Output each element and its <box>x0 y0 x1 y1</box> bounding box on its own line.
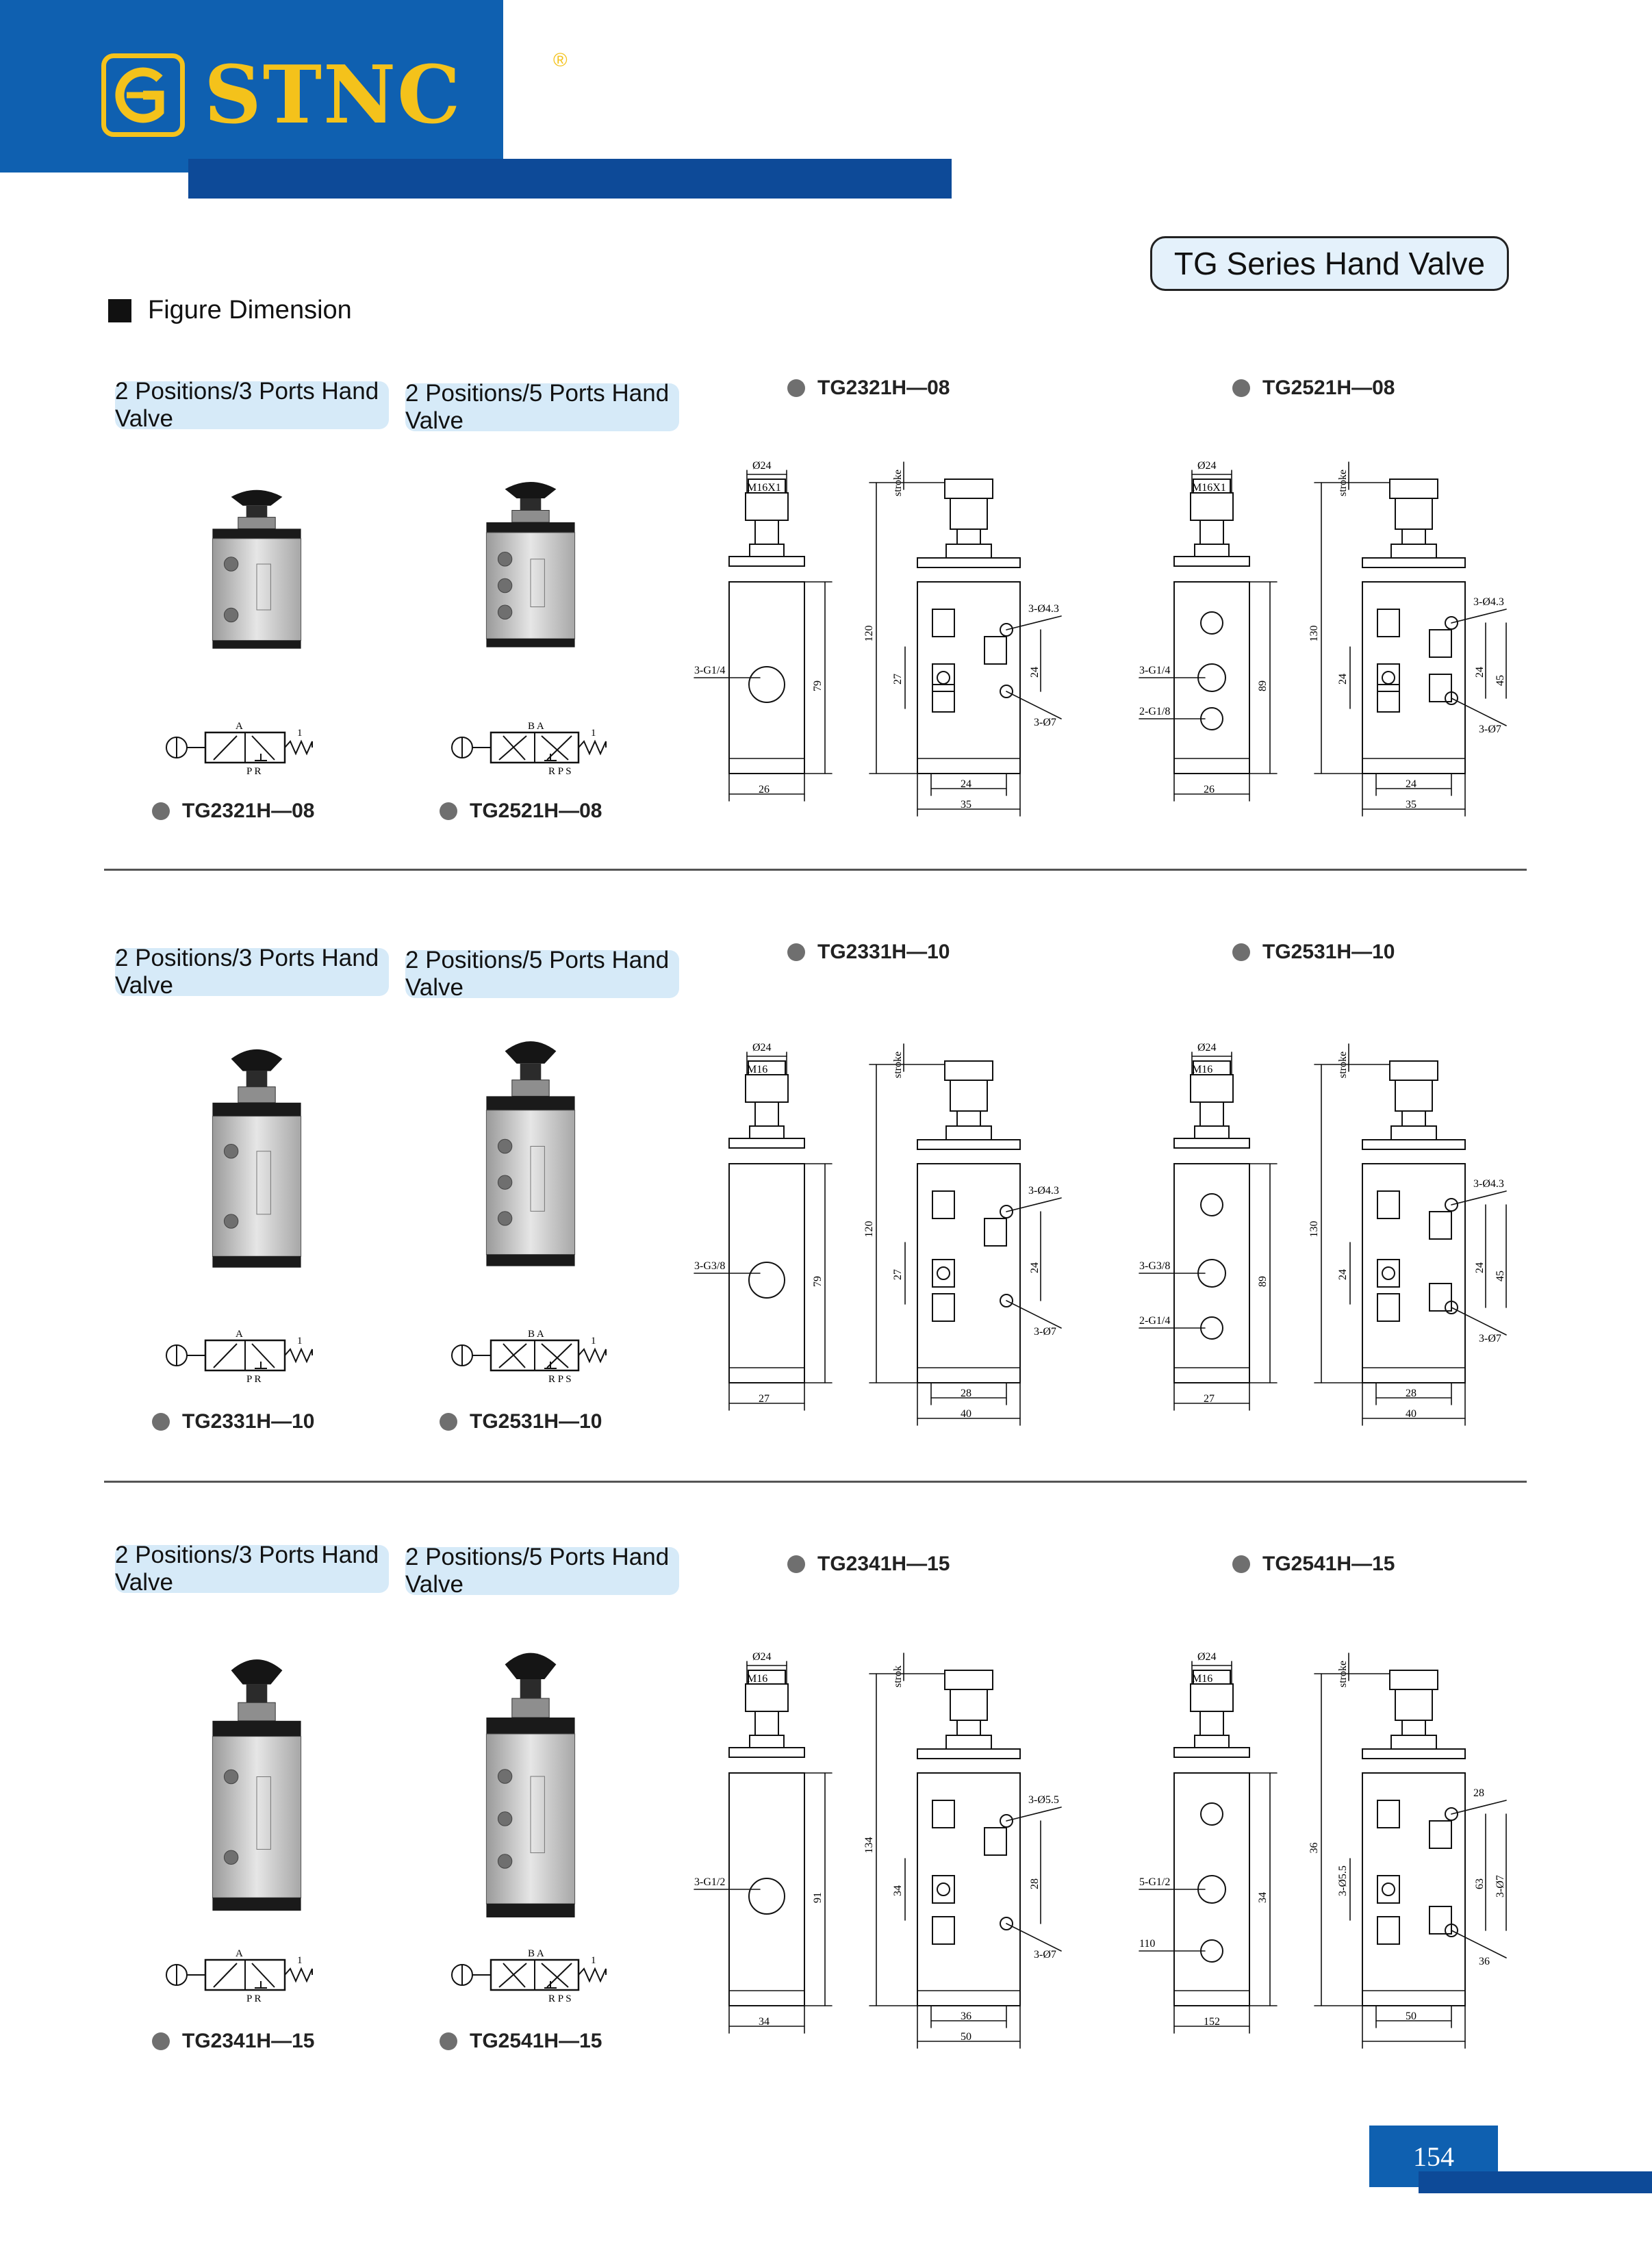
logo-mark-icon <box>101 53 185 137</box>
port-label: B A <box>528 1329 544 1340</box>
dimension-label: 34 <box>759 2016 770 2028</box>
drawing-title-text: TG2321H—08 <box>817 376 950 399</box>
port-label: 1 <box>591 728 596 739</box>
dimension-label: 36 <box>1308 1842 1320 1854</box>
port-label: A <box>236 721 243 732</box>
port-callout: 3-G3/8 <box>1139 1260 1171 1272</box>
dimension-label: 24 <box>1337 674 1349 685</box>
bullet-dot-icon <box>152 2032 170 2050</box>
port-label: 1 <box>297 1955 303 1966</box>
dimension-drawing-5port <box>1136 455 1561 825</box>
port-label: 1 <box>297 728 303 739</box>
port-label: B A <box>528 1948 544 1959</box>
model-caption-5port <box>440 2030 602 2053</box>
port-label: A <box>236 1329 243 1340</box>
drawing-title-3port <box>787 1553 950 1576</box>
pill-5port-hand-valve: 2 Positions/5 Ports Hand Valve <box>405 950 679 998</box>
port-callout: 3-G1/4 <box>694 665 726 676</box>
dimension-label: 26 <box>759 784 770 795</box>
port-callout: 110 <box>1139 1938 1156 1950</box>
product-photo-5port <box>472 1646 589 1920</box>
port-callout: 3-G3/8 <box>694 1260 726 1272</box>
pill-3port-hand-valve: 2 Positions/3 Ports Hand Valve <box>115 1545 389 1593</box>
dimension-label: 27 <box>759 1393 770 1405</box>
port-label: R P S <box>548 1993 572 2004</box>
dimension-stroke: stroke <box>892 469 904 496</box>
port-label: P R <box>246 1993 262 2004</box>
dimension-label: 28 <box>1406 1388 1416 1399</box>
port-label: 1 <box>591 1336 596 1347</box>
section-heading <box>108 296 352 325</box>
dimension-label: 120 <box>863 1221 875 1238</box>
bullet-dot-icon <box>440 2032 457 2050</box>
dimension-label: 89 <box>1257 1276 1269 1287</box>
bullet-dot-icon <box>440 802 457 820</box>
square-bullet-icon <box>108 299 131 322</box>
dimension-label: 3-Ø5.5 <box>1337 1865 1349 1896</box>
model-caption-5port <box>440 1410 602 1433</box>
brand-name: STNC <box>204 49 462 142</box>
hole-callout: 36 <box>1479 1956 1490 1967</box>
hole-callout: 3-Ø4.3 <box>1028 1185 1059 1197</box>
dimension-label: 3-Ø7 <box>1495 1875 1506 1898</box>
dimension-label: 50 <box>961 2031 971 2043</box>
model-caption-text: TG2321H—08 <box>182 800 315 822</box>
hole-callout: 3-Ø4.3 <box>1028 603 1059 615</box>
valve-symbol-5port <box>448 715 620 777</box>
row-divider <box>104 1481 1527 1483</box>
valve-symbol-5port <box>448 1943 620 2004</box>
dimension-label: 89 <box>1257 680 1269 691</box>
dimension-drawing-3port <box>691 1646 1116 2057</box>
dimension-diameter: Ø24 <box>1197 1042 1217 1054</box>
hole-callout: 3-Ø7 <box>1034 1949 1056 1961</box>
port-callout: 3-G1/2 <box>694 1876 726 1888</box>
dimension-label: 27 <box>1204 1393 1215 1405</box>
model-caption-text: TG2541H—15 <box>470 2030 602 2052</box>
pill-5port-hand-valve: 2 Positions/5 Ports Hand Valve <box>405 383 679 431</box>
registered-mark: ® <box>553 49 568 71</box>
drawing-title-text: TG2531H—10 <box>1262 941 1395 963</box>
drawing-title-5port <box>1232 941 1395 964</box>
pill-3port-hand-valve: 2 Positions/3 Ports Hand Valve <box>115 948 389 996</box>
port-label: B A <box>528 721 544 732</box>
dimension-diameter: Ø24 <box>1197 1651 1217 1663</box>
dimension-label: 36 <box>961 2011 971 2022</box>
dimension-label: 34 <box>892 1885 904 1896</box>
dimension-stroke: stroke <box>1337 469 1349 496</box>
hole-callout: 3-Ø7 <box>1034 1326 1056 1338</box>
dimension-label: 24 <box>1029 1262 1041 1273</box>
dimension-thread: M16 <box>1192 1064 1213 1075</box>
dimension-diameter: Ø24 <box>752 1651 772 1663</box>
model-caption-text: TG2331H—10 <box>182 1410 315 1433</box>
port-callout: 3-G1/4 <box>1139 665 1171 676</box>
pill-3port-hand-valve: 2 Positions/3 Ports Hand Valve <box>115 381 389 429</box>
port-callout: 5-G1/2 <box>1139 1876 1171 1888</box>
dimension-label: 91 <box>812 1892 824 1903</box>
model-caption-text: TG2531H—10 <box>470 1410 602 1433</box>
port-label: R P S <box>548 766 572 777</box>
dimension-thread: M16 <box>747 1673 768 1685</box>
header-accent-bar <box>188 159 952 199</box>
dimension-label: 24 <box>961 778 971 790</box>
dimension-drawing-5port <box>1136 1037 1561 1434</box>
series-title: TG Series Hand Valve <box>1150 236 1509 291</box>
row-divider <box>104 869 1527 871</box>
hole-callout: 3-Ø7 <box>1479 724 1501 735</box>
drawing-title-text: TG2341H—15 <box>817 1553 950 1575</box>
hole-callout: 3-Ø7 <box>1034 717 1056 728</box>
dimension-label: 24 <box>1337 1269 1349 1280</box>
drawing-title-5port <box>1232 1553 1395 1576</box>
dimension-label: 24 <box>1474 667 1486 678</box>
valve-symbol-3port <box>163 1323 320 1385</box>
bullet-dot-icon <box>152 802 170 820</box>
drawing-title-text: TG2521H—08 <box>1262 376 1395 399</box>
drawing-title-3port <box>787 941 950 964</box>
port-callout: 2-G1/4 <box>1139 1315 1171 1327</box>
dimension-label: 24 <box>1406 778 1416 790</box>
section-title: Figure Dimension <box>148 296 352 324</box>
dimension-label: 26 <box>1204 784 1215 795</box>
dimension-thread: M16X1 <box>747 482 781 494</box>
dimension-label: 27 <box>892 674 904 685</box>
dimension-label: 79 <box>812 1276 824 1287</box>
port-label: P R <box>246 766 262 777</box>
drawing-title-5port <box>1232 376 1395 400</box>
bullet-dot-icon <box>787 379 805 397</box>
dimension-stroke: stroke <box>1337 1660 1349 1687</box>
drawing-title-3port <box>787 376 950 400</box>
dimension-label: 45 <box>1495 1271 1506 1281</box>
dimension-label: 27 <box>892 1269 904 1280</box>
dimension-label: 24 <box>1029 667 1041 678</box>
dimension-drawing-3port <box>691 455 1116 825</box>
dimension-diameter: Ø24 <box>752 460 772 472</box>
bullet-dot-icon <box>1232 1555 1250 1573</box>
model-caption-5port <box>440 800 602 823</box>
dimension-label: 45 <box>1495 675 1506 686</box>
dimension-label: 130 <box>1308 625 1320 642</box>
dimension-label: 134 <box>863 1837 875 1854</box>
product-photo-5port <box>472 478 589 649</box>
dimension-label: 28 <box>1029 1878 1041 1889</box>
bullet-dot-icon <box>1232 379 1250 397</box>
dimension-thread: M16X1 <box>1192 482 1226 494</box>
valve-symbol-3port <box>163 715 320 777</box>
dimension-label: 130 <box>1308 1221 1320 1238</box>
hole-callout: 3-Ø5.5 <box>1028 1794 1059 1806</box>
dimension-drawing-3port <box>691 1037 1116 1434</box>
dimension-drawing-5port <box>1136 1646 1561 2057</box>
dimension-stroke: stroke <box>892 1051 904 1078</box>
hole-callout: 3-Ø4.3 <box>1473 596 1504 608</box>
hole-callout: 3-Ø7 <box>1479 1333 1501 1344</box>
dimension-label: 50 <box>1406 2011 1416 2022</box>
valve-symbol-5port <box>448 1323 620 1385</box>
port-callout: 2-G1/8 <box>1139 706 1171 717</box>
dimension-label: 152 <box>1204 2016 1220 2028</box>
bullet-dot-icon <box>787 943 805 961</box>
model-caption-text: TG2521H—08 <box>470 800 602 822</box>
bullet-dot-icon <box>787 1555 805 1573</box>
drawing-title-text: TG2331H—10 <box>817 941 950 963</box>
product-photo-3port <box>199 1044 315 1270</box>
dimension-label: 24 <box>1474 1262 1486 1273</box>
model-caption-3port <box>152 800 314 823</box>
hole-callout: 3-Ø4.3 <box>1473 1178 1504 1190</box>
model-caption-text: TG2341H—15 <box>182 2030 315 2052</box>
product-photo-3port <box>199 486 315 650</box>
dimension-label: 63 <box>1474 1878 1486 1889</box>
dimension-label: 35 <box>961 799 971 811</box>
pill-5port-hand-valve: 2 Positions/5 Ports Hand Valve <box>405 1547 679 1595</box>
stnc-logo <box>101 49 568 142</box>
dimension-thread: M16 <box>1192 1673 1213 1685</box>
dimension-diameter: Ø24 <box>752 1042 772 1054</box>
bullet-dot-icon <box>1232 943 1250 961</box>
product-photo-3port <box>199 1653 315 1913</box>
port-label: 1 <box>591 1955 596 1966</box>
dimension-label: 28 <box>961 1388 971 1399</box>
dimension-label: 79 <box>812 680 824 691</box>
model-caption-3port <box>152 2030 314 2053</box>
port-label: A <box>236 1948 243 1959</box>
dimension-thread: M16 <box>747 1064 768 1075</box>
drawing-title-text: TG2541H—15 <box>1262 1553 1395 1575</box>
footer-accent-bar <box>1419 2171 1652 2193</box>
product-photo-5port <box>472 1036 589 1268</box>
port-label: 1 <box>297 1336 303 1347</box>
dimension-label: 120 <box>863 625 875 642</box>
page-number: 154 <box>1369 2126 1498 2187</box>
dimension-label: 34 <box>1257 1892 1269 1903</box>
port-label: R P S <box>548 1374 572 1385</box>
dimension-label: 40 <box>1406 1408 1416 1420</box>
dimension-label: 35 <box>1406 799 1416 811</box>
bullet-dot-icon <box>152 1413 170 1431</box>
model-caption-3port <box>152 1410 314 1433</box>
valve-symbol-3port <box>163 1943 320 2004</box>
dimension-stroke: strok <box>892 1665 904 1687</box>
dimension-label: 40 <box>961 1408 971 1420</box>
bullet-dot-icon <box>440 1413 457 1431</box>
dimension-diameter: Ø24 <box>1197 460 1217 472</box>
dimension-stroke: stroke <box>1337 1051 1349 1078</box>
hole-callout: 28 <box>1473 1787 1484 1799</box>
port-label: P R <box>246 1374 262 1385</box>
